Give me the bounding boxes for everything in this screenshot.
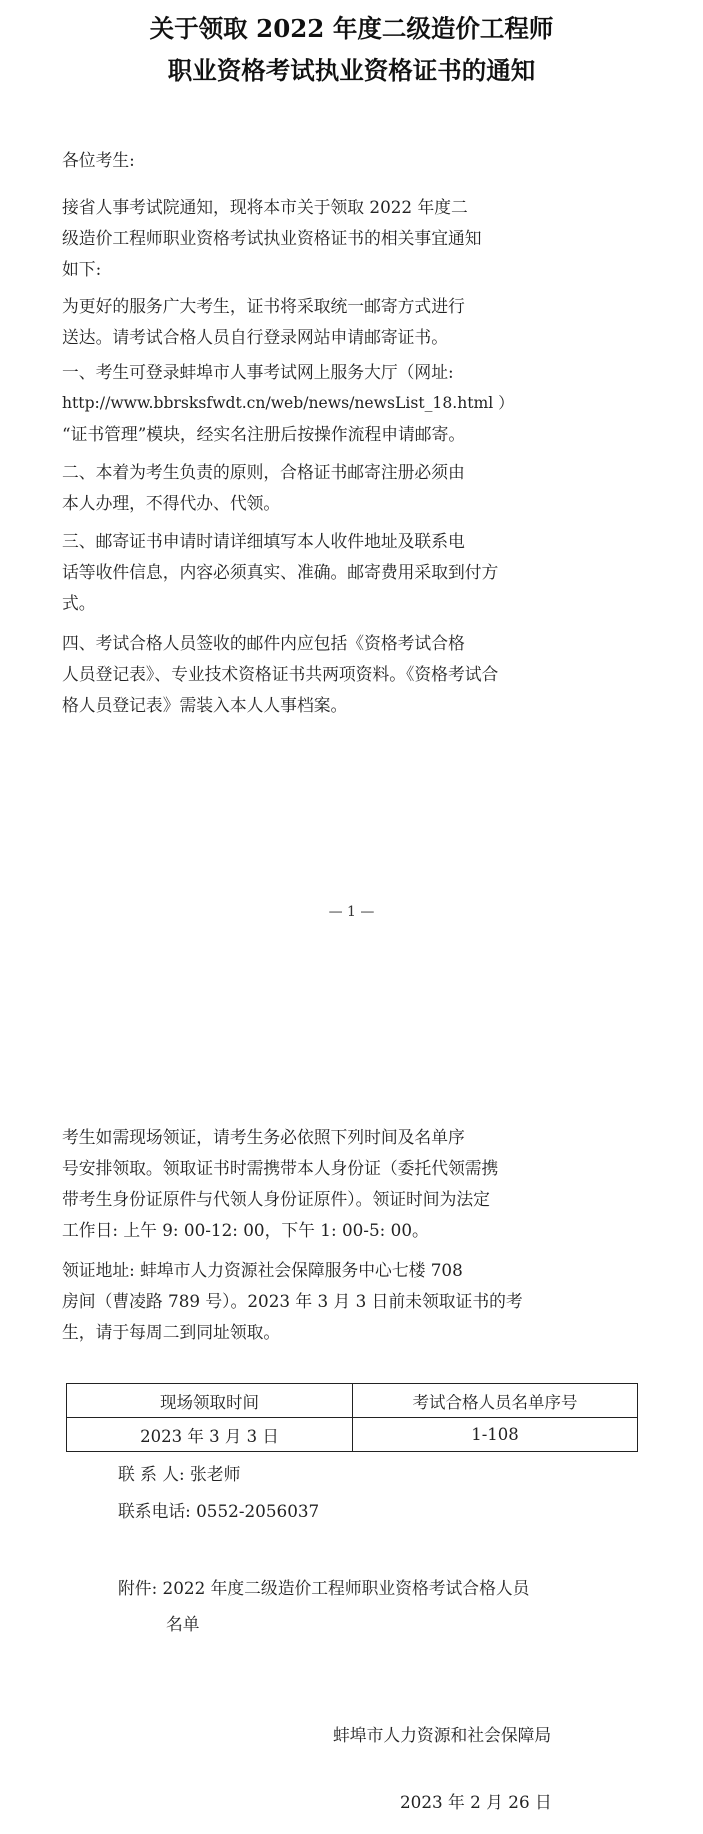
- greeting: 各位考生:: [62, 150, 135, 170]
- title-line-2: 职业资格考试执业资格证书的通知: [167, 56, 536, 85]
- paragraph-item-2: 二、本着为考生负责的原则，合格证书邮寄注册必须由 本人办理，不得代办、代领。: [62, 462, 465, 513]
- table-cell: 1-108: [353, 1418, 638, 1452]
- paragraph-item-1: 一、考生可登录蚌埠市人事考试网上服务大厅（网址: http://www.bbrsksfwdt.cn/web/news/newsList_18.html ） “证书管理”模块，经实名注册后按操作流程申请邮寄。: [62, 362, 514, 444]
- page-number: — 1 —: [328, 904, 375, 920]
- attachment-line-1: 附件: 2022 年度二级造价工程师职业资格考试合格人员: [118, 1578, 530, 1598]
- attachment-line-2: 名单: [166, 1614, 200, 1634]
- table-cell: 2023 年 3 月 3 日: [67, 1418, 353, 1452]
- issuing-organization: 蚌埠市人力资源和社会保障局: [333, 1725, 552, 1745]
- paragraph-item-4: 四、考试合格人员签收的邮件内应包括《资格考试合格 人员登记表》、专业技术资格证书共两项资料。《资格考试合 格人员登记表》需装入本人人事档案。: [62, 633, 499, 715]
- paragraph-item-3: 三、邮寄证书申请时请详细填写本人收件地址及联系电 话等收件信息，内容必须真实、准确。邮寄费用采取到付方 式。: [62, 531, 499, 613]
- table-header-cell: 考试合格人员名单序号: [353, 1384, 638, 1418]
- paragraph-service: 为更好的服务广大考生，证书将采取统一邮寄方式进行 送达。请考试合格人员自行登录网站申请邮寄证书。: [62, 296, 465, 347]
- table-row: [67, 1418, 638, 1452]
- contact-phone: 联系电话: 0552-2056037: [118, 1501, 320, 1521]
- contact-person: 联 系 人: 张老师: [118, 1464, 241, 1484]
- paragraph-onsite: 考生如需现场领证，请考生务必依照下列时间及名单序 号安排领取。领取证书时需携带本人身份证（委托代领需携 带考生身份证原件与代领人身份证原件）。领证时间为法定 工作日: 上午 9: 00-12: 00，下午 1: 00-5: 00。: [62, 1127, 499, 1240]
- issue-date: 2023 年 2 月 26 日: [400, 1792, 552, 1812]
- paragraph-intro: 接省人事考试院通知，现将本市关于领取 2022 年度二 级造价工程师职业资格考试执业资格证书的相关事宜通知 如下:: [62, 197, 482, 279]
- pickup-schedule-table: [66, 1383, 638, 1452]
- title-line-1: 关于领取 2022 年度二级造价工程师: [149, 14, 554, 43]
- table-header-cell: 现场领取时间: [67, 1384, 353, 1418]
- paragraph-address: 领证地址: 蚌埠市人力资源社会保障服务中心七楼 708 房间（曹凌路 789 号）。2023 年 3 月 3 日前未领取证书的考 生，请于每周二到同址领取。: [62, 1260, 523, 1342]
- table-header-row: [67, 1384, 638, 1418]
